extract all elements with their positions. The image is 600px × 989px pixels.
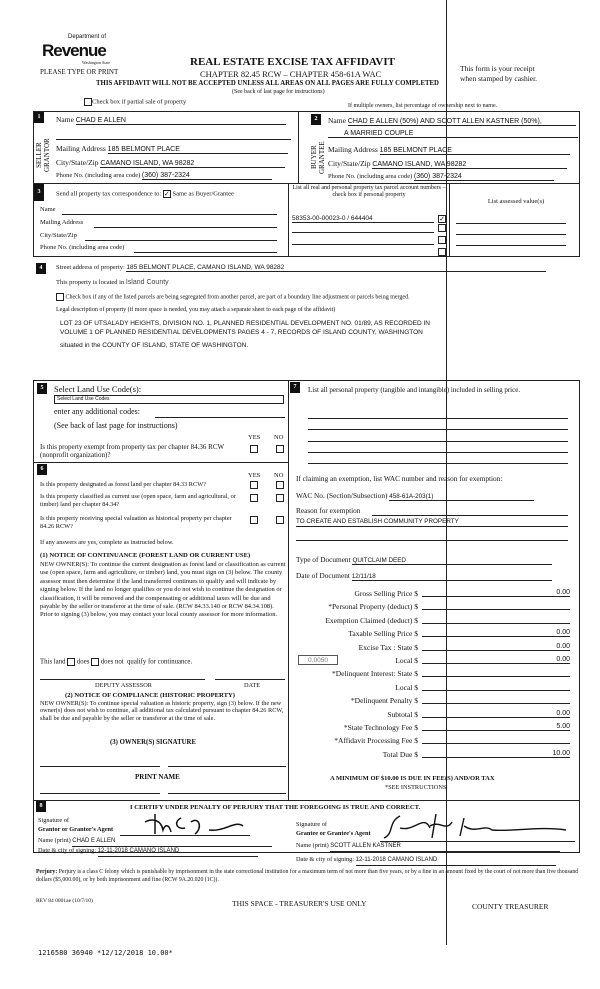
personal-property-checkbox-4[interactable] <box>438 248 446 256</box>
section-number-3: 3 <box>34 184 44 201</box>
print-name-line-1[interactable] <box>40 793 160 794</box>
seller-phone-field[interactable]: (360) 387-2324 <box>142 172 272 180</box>
form-warning: THIS AFFIDAVIT WILL NOT BE ACCEPTED UNLESS ALL AREAS ON ALL PAGES ARE FULLY COMPLETED <box>96 80 439 87</box>
buyer-city-label: City/State/Zip <box>328 159 371 168</box>
land-use-title: Select Land Use Code(s): <box>54 384 142 394</box>
perjury-text: Perjury is a class C felony which is punishable by imprisonment in the state correctional institution for a maximum term of not more than five years, or by a fine in an amount fixed by the court of not more than five thousand dollars ($5,000.00), or by both imprisonment and fine (RCW 9A.20.020 (1C)). <box>36 869 579 883</box>
see-back-note: (See back of last page for instructions) <box>54 421 178 430</box>
send-correspondence-label: Send all property tax correspondence to: <box>56 190 162 198</box>
reason-label: Reason for exemption <box>296 506 361 515</box>
please-type: PLEASE TYPE OR PRINT <box>40 68 119 76</box>
grantor-name-print-field[interactable]: CHAD E ALLEN <box>72 837 272 847</box>
land-use-select[interactable]: Select Land Use Codes <box>54 395 284 404</box>
minimum-due-note: A MINIMUM OF $10.00 IS DUE IN FEE(S) AND/OR TAX <box>330 775 495 782</box>
grantee-signature-of: Signature of <box>296 821 327 828</box>
qualify-label: qualify for continuance. <box>127 658 193 666</box>
forest-no-checkbox[interactable] <box>276 481 284 489</box>
seller-city-label: City/State/Zip <box>56 158 99 167</box>
logo-state: Washington State <box>82 60 111 65</box>
legal-description-label: Legal description of property (if more space is needed, you may attach a separate sheet to each page of the affidavit) <box>56 307 336 313</box>
fee-row <box>300 696 570 706</box>
fee-row <box>300 589 570 599</box>
grantee-name-print-field[interactable]: SCOTT ALLEN KASTNER <box>330 842 560 852</box>
personal-property-checkbox-1[interactable]: ✓ <box>439 215 445 223</box>
fee-value[interactable] <box>422 736 570 744</box>
grantee-signature[interactable] <box>380 808 570 842</box>
exempt-question: Is this property exempt from property tax per chapter 84.36 RCW (nonprofit organization)? <box>40 443 224 459</box>
this-land-label: This land <box>40 658 66 666</box>
grantor-agent-label: Grantor or Grantor's Agent <box>38 826 114 833</box>
exemption-label: If claiming an exemption, list WAC number and reason for exemption: <box>296 474 503 483</box>
reason-field[interactable]: TO CREATE AND ESTABLISH COMMUNITY PROPERTY <box>296 518 568 527</box>
doc-date-label: Date of Document <box>296 571 350 580</box>
county-treasurer-label: COUNTY TREASURER <box>472 902 549 911</box>
assessed-value-1[interactable] <box>456 223 566 224</box>
reason-line[interactable] <box>372 515 568 516</box>
grantee-date-city-label: Date & city of signing: <box>296 856 355 863</box>
fee-label: *Delinquent Penalty $ <box>350 696 418 706</box>
section-number-2: 2 <box>311 114 321 125</box>
fee-label: Gross Selling Price $ <box>354 589 418 598</box>
personal-property-checkbox-2[interactable] <box>438 224 446 232</box>
deputy-assessor-line[interactable] <box>40 679 205 680</box>
dor-logo <box>38 34 118 68</box>
no-header-6: NO <box>274 472 284 479</box>
fee-row <box>300 683 570 693</box>
buyer-grantee-label: BUYER GRANTEE <box>310 141 326 174</box>
fee-label: *State Technology Fee $ <box>343 723 418 732</box>
assessor-date-label: DATE <box>244 682 261 689</box>
fee-value[interactable] <box>422 616 570 624</box>
logo-name: Revenue <box>42 41 106 60</box>
parcel-number-3[interactable] <box>292 244 434 245</box>
perjury-label: Perjury: <box>36 869 58 875</box>
section-number-6: 6 <box>37 464 47 475</box>
street-address-label: Street address of property: <box>56 264 125 271</box>
instructions-note: (See back of last page for instructions) <box>232 89 325 95</box>
doc-date-field[interactable]: 12/11/18 <box>352 573 552 581</box>
same-as-buyer-label: Same as Buyer/Grantee <box>172 190 234 198</box>
legal-description-line-1: LOT 23 OF UTSALADY HEIGHTS, DIVISION NO. 1, PLANNED RESIDENTIAL DEVELOPMENT NO. 01/89, AS RECORDED IN <box>60 320 430 327</box>
owner-signature-label: (3) OWNER(S) SIGNATURE <box>110 739 196 746</box>
corr-name-label: Name <box>40 206 56 213</box>
partial-sale-row <box>84 98 186 106</box>
section-number-1: 1 <box>34 112 44 123</box>
parcel-header: List all real and personal property tax parcel account numbers – check box if personal property <box>292 185 446 198</box>
fee-value[interactable]: 0.00 <box>422 656 570 664</box>
section-number-5: 5 <box>37 383 47 394</box>
wac-label: WAC No. (Section/Subsection) <box>296 491 388 500</box>
assessed-value-3[interactable] <box>456 245 566 246</box>
seller-mail-label: Mailing Address <box>56 144 106 153</box>
fee-value[interactable]: 0.00 <box>422 629 570 637</box>
deputy-assessor-label: DEPUTY ASSESSOR <box>95 682 152 689</box>
buyer-city-field[interactable]: CAMANO ISLAND, WA 98282 <box>372 161 567 169</box>
seller-name-label: Name <box>56 115 74 124</box>
notice-continuance-title: (1) NOTICE OF CONTINUANCE (FOREST LAND OR CURRENT USE) <box>40 552 251 559</box>
print-name-label: PRINT NAME <box>135 773 180 781</box>
corr-phone-field[interactable] <box>134 252 277 253</box>
grantee-name-print-label: Name (print) <box>296 842 329 849</box>
buyer-name-label: Name <box>328 116 346 125</box>
fee-row <box>300 643 570 653</box>
assessed-header: List assessed value(s) <box>487 198 545 205</box>
assessed-value-2[interactable] <box>456 234 566 235</box>
additional-codes-field[interactable] <box>155 417 285 418</box>
buyer-mail-field[interactable]: 185 BELMONT PLACE <box>380 147 570 155</box>
seller-phone-label: Phone No. (including area code) <box>56 172 141 179</box>
additional-codes-label: enter any additional codes: <box>54 407 140 416</box>
personal-property-line-5[interactable] <box>308 463 568 464</box>
situated-text: situated in the COUNTY OF ISLAND, STATE OF WASHINGTON. <box>60 342 249 349</box>
seller-name-field[interactable]: CHAD E ALLEN <box>76 117 286 125</box>
buyer-name-field[interactable]: CHAD E ALLEN (50%) AND SCOTT ALLEN KASTNER (50%), <box>348 118 576 126</box>
historical-question: Is this property receiving special valuation as historical property per chapter 84.26 RCW? <box>40 515 232 530</box>
forest-yes-checkbox[interactable] <box>250 481 258 489</box>
form-revision: REV 84 0001ae (10/7/10) <box>36 898 93 904</box>
receipt-note-1: This form is your receipt <box>460 64 535 73</box>
fee-value[interactable]: 0.00 <box>422 589 570 597</box>
fee-row <box>300 736 570 746</box>
parcel-number-2[interactable] <box>292 232 434 233</box>
segregated-checkbox[interactable] <box>56 293 64 301</box>
multiple-owners-note: If multiple owners, list percentage of ownership next to name. <box>348 103 498 109</box>
grantor-name-print-label: Name (print) <box>38 837 71 844</box>
grantor-date-city-label: Date & city of signing: <box>38 847 97 854</box>
fee-row <box>300 710 570 720</box>
current-use-no-checkbox[interactable] <box>276 494 284 502</box>
owner-signature-line-1[interactable] <box>40 766 160 767</box>
parcel-number-1[interactable]: 58353-00-00023-0 / 644404 <box>292 215 434 223</box>
personal-property-line-2[interactable] <box>308 429 568 430</box>
notice-continuance-text: NEW OWNER(S): To continue the current designation as forest land or classification as current use (open space, farm and agriculture, or timber) land, you must sign on (3) below. The county assessor must then determine if the land transferred continues to qualify and will indicate by signing below. If the land no longer qualifies or you do not wish to continue the designation or classification, it will be removed and the compensating or additional taxes will be due and payable by the seller or transferor at the time of sale. (RCW 84.33.140 or RCW 84.34.108). Prior to signing (3) below, you may contact your local county assessor for more information. <box>40 561 286 619</box>
owner-signature-line-2[interactable] <box>168 766 286 767</box>
exempt-yes-checkbox[interactable] <box>250 445 258 453</box>
grantor-signature-of: Signature of <box>38 817 69 824</box>
corr-name-field[interactable] <box>62 214 277 215</box>
corr-mail-label: Mailing Address <box>40 219 84 226</box>
buyer-mail-label: Mailing Address <box>328 145 378 154</box>
grantee-date-city-field[interactable]: 12-11-2018 CAMANO ISLAND <box>356 856 556 866</box>
fee-value[interactable]: 0.00 <box>422 710 570 718</box>
perjury-notice <box>36 868 581 884</box>
fee-value[interactable]: 0.00 <box>422 643 570 651</box>
fee-row <box>300 656 570 666</box>
section-number-4: 4 <box>36 263 46 274</box>
grantor-date-city-field[interactable]: 12-11-2018 CAMANO ISLAND <box>98 847 258 857</box>
reason-line-3[interactable] <box>296 540 568 541</box>
fee-label: *Personal Property (deduct) $ <box>328 602 418 612</box>
fee-value[interactable] <box>422 683 570 691</box>
personal-property-line-4[interactable] <box>308 452 568 453</box>
fee-label: *Affidavit Processing Fee $ <box>334 736 418 746</box>
corr-city-field[interactable] <box>85 240 277 241</box>
street-address-field[interactable]: 185 BELMONT PLACE, CAMANO ISLAND, WA 98282 <box>126 264 546 272</box>
yes-header-5: YES <box>248 434 261 441</box>
fee-value[interactable] <box>422 669 570 677</box>
seller-name-line2[interactable] <box>56 139 291 140</box>
yes-header-6: YES <box>248 472 261 479</box>
section-number-7: 7 <box>290 382 300 393</box>
assessor-date-line[interactable] <box>215 679 285 680</box>
grantor-signature[interactable] <box>125 808 245 838</box>
fee-row <box>300 602 570 612</box>
corr-mail-field[interactable] <box>94 227 277 228</box>
historical-yes-checkbox[interactable] <box>250 516 258 524</box>
receipt-note-2: when stamped by cashier. <box>460 74 538 83</box>
print-name-line-2[interactable] <box>168 793 286 794</box>
notice-compliance-title: (2) NOTICE OF COMPLIANCE (HISTORIC PROPERTY) <box>65 692 235 699</box>
segregated-label: Check box if any of the listed parcels are being segregated from another parcel, are part of a boundary line adjustment or parcels being merged. <box>65 294 410 301</box>
fee-row <box>300 629 570 639</box>
same-as-buyer-checkbox[interactable]: ✓ <box>163 190 170 198</box>
does-not-label: does not <box>100 658 124 666</box>
fee-label: Taxable Selling Price $ <box>348 629 418 639</box>
does-not-checkbox[interactable] <box>91 658 99 666</box>
local-rate-field[interactable]: 0.0050 <box>298 655 338 665</box>
buyer-phone-label: Phone No. (including area code) <box>328 173 413 180</box>
fee-row <box>300 750 570 760</box>
fee-value[interactable]: 10.00 <box>422 750 570 758</box>
buyer-name-line2[interactable]: A MARRIED COUPLE <box>328 130 578 138</box>
does-label: does <box>76 658 90 666</box>
doc-type-field[interactable]: QUITCLAIM DEED <box>352 557 552 565</box>
treasurer-receipt-stamp: 1216580 36940 *12/12/2018 10.00* <box>38 949 173 957</box>
personal-property-checkbox-3[interactable] <box>438 236 446 244</box>
personal-property-label: List all personal property (tangible and intangible) included in selling price. <box>308 386 521 394</box>
doc-type-label: Type of Document <box>296 555 351 564</box>
form-chapter: CHAPTER 82.45 RCW – CHAPTER 458-61A WAC <box>200 69 382 79</box>
notice-compliance-text: NEW OWNER(S): To continue special valuation as historic property, sign (3) below. If the new owner(s) does not wish to continue, all additional tax calculated pursuant to chapter 84.26 RCW, shall be due and payable by the seller or transferor at the time of sale. <box>40 700 284 722</box>
corr-city-label: City/State/Zip <box>40 232 77 239</box>
grantee-agent-label: Grantee or Grantee's Agent <box>296 830 371 837</box>
fee-row <box>300 669 570 679</box>
fee-label: Exemption Claimed (deduct) $ <box>325 615 418 625</box>
fee-value[interactable] <box>422 602 570 610</box>
buyer-phone-field[interactable]: (360) 387-2324 <box>414 173 554 181</box>
seller-mail-field[interactable]: 185 BELMONT PLACE <box>108 146 288 154</box>
fee-label: Total Due $ <box>382 749 418 759</box>
does-checkbox[interactable] <box>67 658 75 666</box>
current-use-yes-checkbox[interactable] <box>250 494 258 502</box>
fee-label: Subtotal $ <box>387 709 418 719</box>
personal-property-line-3[interactable] <box>308 441 568 442</box>
county-field[interactable]: Island County <box>125 279 169 286</box>
wac-field[interactable]: 458-61A-203(1) <box>389 493 534 501</box>
section-6-divider <box>33 462 289 463</box>
treasurer-use-label: THIS SPACE - TREASURER'S USE ONLY <box>232 899 367 908</box>
exempt-no-checkbox[interactable] <box>276 445 284 453</box>
fee-row <box>300 616 570 626</box>
section-number-8: 8 <box>36 801 46 812</box>
logo-dept: Department of <box>68 34 107 40</box>
located-label: This property is located in <box>56 279 125 286</box>
fee-value[interactable] <box>422 696 570 704</box>
personal-property-line-1[interactable] <box>308 418 568 419</box>
legal-description-line-2: VOLUME 1 OF PLANNED RESIDENTIAL DEVELOPMENTS PAGES 4 - 7, RECORDS OF ISLAND COUNTY, WASHINGTON <box>60 329 423 336</box>
form-title: REAL ESTATE EXCISE TAX AFFIDAVIT <box>190 56 395 68</box>
seller-grantor-label: SELLER GRANTOR <box>35 138 51 172</box>
see-instructions-note: *SEE INSTRUCTIONS <box>385 784 447 791</box>
corr-phone-label: Phone No. (including area code) <box>40 244 125 251</box>
partial-sale-checkbox[interactable] <box>84 98 92 106</box>
current-use-question: Is this property classified as current use (open space, farm and agricultural, or timber) land per chapter 84.34? <box>40 493 236 508</box>
fee-label: Excise Tax : State $ <box>358 642 418 652</box>
fee-label: Local $ <box>395 656 418 665</box>
if-yes-note: If any answers are yes, complete as instructed below. <box>40 539 174 546</box>
certify-statement: I CERTIFY UNDER PENALTY OF PERJURY THAT THE FOREGOING IS TRUE AND CORRECT. <box>130 804 421 811</box>
seller-city-field[interactable]: CAMANO ISLAND, WA 98282 <box>100 160 285 168</box>
historical-no-checkbox[interactable] <box>276 516 284 524</box>
fee-row <box>300 723 570 733</box>
fee-label: Local $ <box>395 682 418 692</box>
fee-label: *Delinquent Interest: State $ <box>331 669 418 679</box>
fee-value[interactable]: 5.00 <box>422 723 570 731</box>
forest-land-question: Is this property designated as forest land per chapter 84.33 RCW? <box>40 481 206 488</box>
partial-sale-label: Check box if partial sale of property <box>92 98 187 106</box>
no-header-5: NO <box>274 434 284 441</box>
